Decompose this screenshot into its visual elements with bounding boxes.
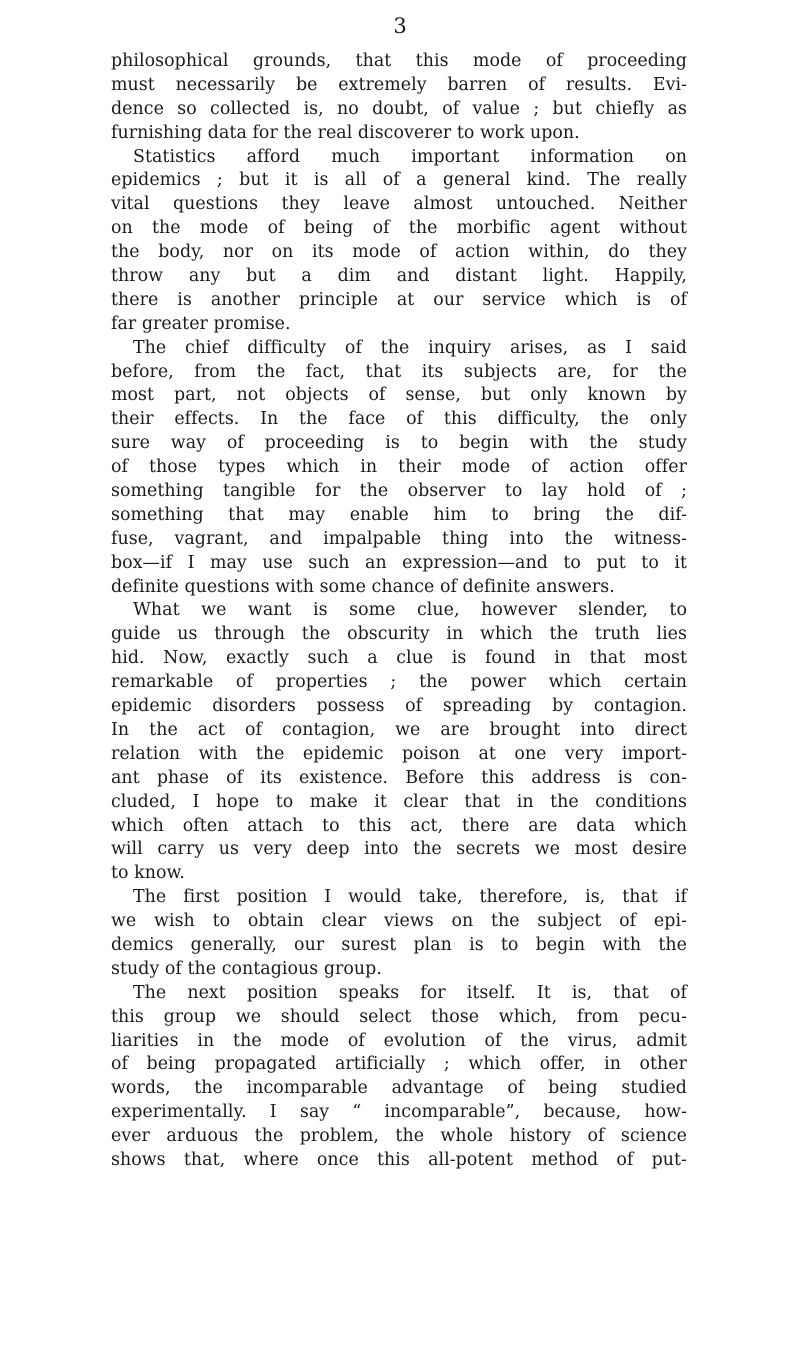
text-line: throw any but a dim and distant light. Happily, — [111, 266, 687, 287]
text-line: we wish to obtain clear views on the subject of epi- — [111, 911, 687, 932]
text-line: cluded, I hope to make it clear that in the conditions — [111, 791, 687, 812]
text-line: shows that, where once this all-potent method of put- — [111, 1149, 687, 1170]
text-line: guide us through the obscurity in which the truth lies — [111, 624, 687, 645]
text-line: hid. Now, exactly such a clue is found in that most — [111, 648, 687, 669]
text-line: philosophical grounds, that this mode of proceeding — [111, 51, 687, 71]
text-line: words, the incomparable advantage of being studied — [111, 1078, 687, 1099]
text-line: epidemics ; but it is all of a general kind. The really — [111, 170, 687, 191]
text-line: there is another principle at our service which is of — [111, 289, 687, 310]
text-line: remarkable of properties ; the power which certain — [111, 672, 687, 693]
text-line: experimentally. I say “ incomparable”, because, how- — [111, 1102, 687, 1123]
text-line: ant phase of its existence. Before this address is con- — [111, 767, 687, 788]
body-text — [111, 50, 687, 1173]
text-line: most part, not objects of sense, but only known by — [111, 385, 687, 406]
text-line: sure way of proceeding is to begin with the study — [111, 433, 687, 454]
text-line: their effects. In the face of this difficulty, the only — [111, 409, 687, 430]
text-line: definite questions with some chance of definite answers. — [111, 576, 615, 597]
text-line: The next position speaks for itself. It is, that of — [133, 982, 687, 1003]
text-line: box—if I may use such an expression—and to put to it — [111, 552, 687, 573]
text-line: far greater promise. — [111, 313, 291, 334]
text-line: something that may enable him to bring the dif- — [111, 504, 687, 525]
text-line: on the mode of being of the morbific agent without — [111, 218, 687, 239]
text-line: furnishing data for the real discoverer to work upon. — [111, 122, 580, 143]
text-line: What we want is some clue, however slender, to — [133, 600, 687, 621]
text-line: fuse, vagrant, and impalpable thing into the witness- — [111, 528, 687, 549]
text-line: demics generally, our surest plan is to begin with the — [111, 934, 687, 955]
text-line: study of the contagious group. — [111, 958, 382, 979]
text-line: The chief difficulty of the inquiry arises, as I said — [133, 337, 687, 358]
text-line: liarities in the mode of evolution of the virus, admit — [111, 1030, 687, 1051]
text-line: must necessarily be extremely barren of results. Evi- — [111, 74, 687, 95]
text-line: relation with the epidemic poison at one very import- — [111, 743, 687, 764]
text-line: epidemic disorders possess of spreading by contagion. — [111, 696, 687, 717]
text-line: The first position I would take, therefore, is, that if — [133, 887, 687, 908]
text-line: of those types which in their mode of action offer — [111, 457, 687, 478]
text-line: something tangible for the observer to lay hold of ; — [111, 481, 687, 502]
text-line: Statistics afford much important information on — [133, 146, 687, 167]
text-line: which often attach to this act, there are data which — [111, 815, 687, 836]
text-line: In the act of contagion, we are brought into direct — [111, 719, 687, 740]
text-line: ever arduous the problem, the whole history of science — [111, 1126, 687, 1147]
text-line: this group we should select those which, from pecu- — [111, 1006, 687, 1027]
text-line: to know. — [111, 863, 185, 884]
page-number: 3 — [393, 14, 407, 38]
text-line: will carry us very deep into the secrets we most desire — [111, 839, 687, 860]
text-line: before, from the fact, that its subjects are, for the — [111, 361, 687, 382]
text-line: dence so collected is, no doubt, of value ; but chiefly as — [111, 98, 687, 119]
text-line: vital questions they leave almost untouched. Neither — [111, 194, 687, 215]
text-line: of being propagated artificially ; which offer, in other — [111, 1054, 687, 1075]
text-line: the body, nor on its mode of action within, do they — [111, 242, 687, 263]
